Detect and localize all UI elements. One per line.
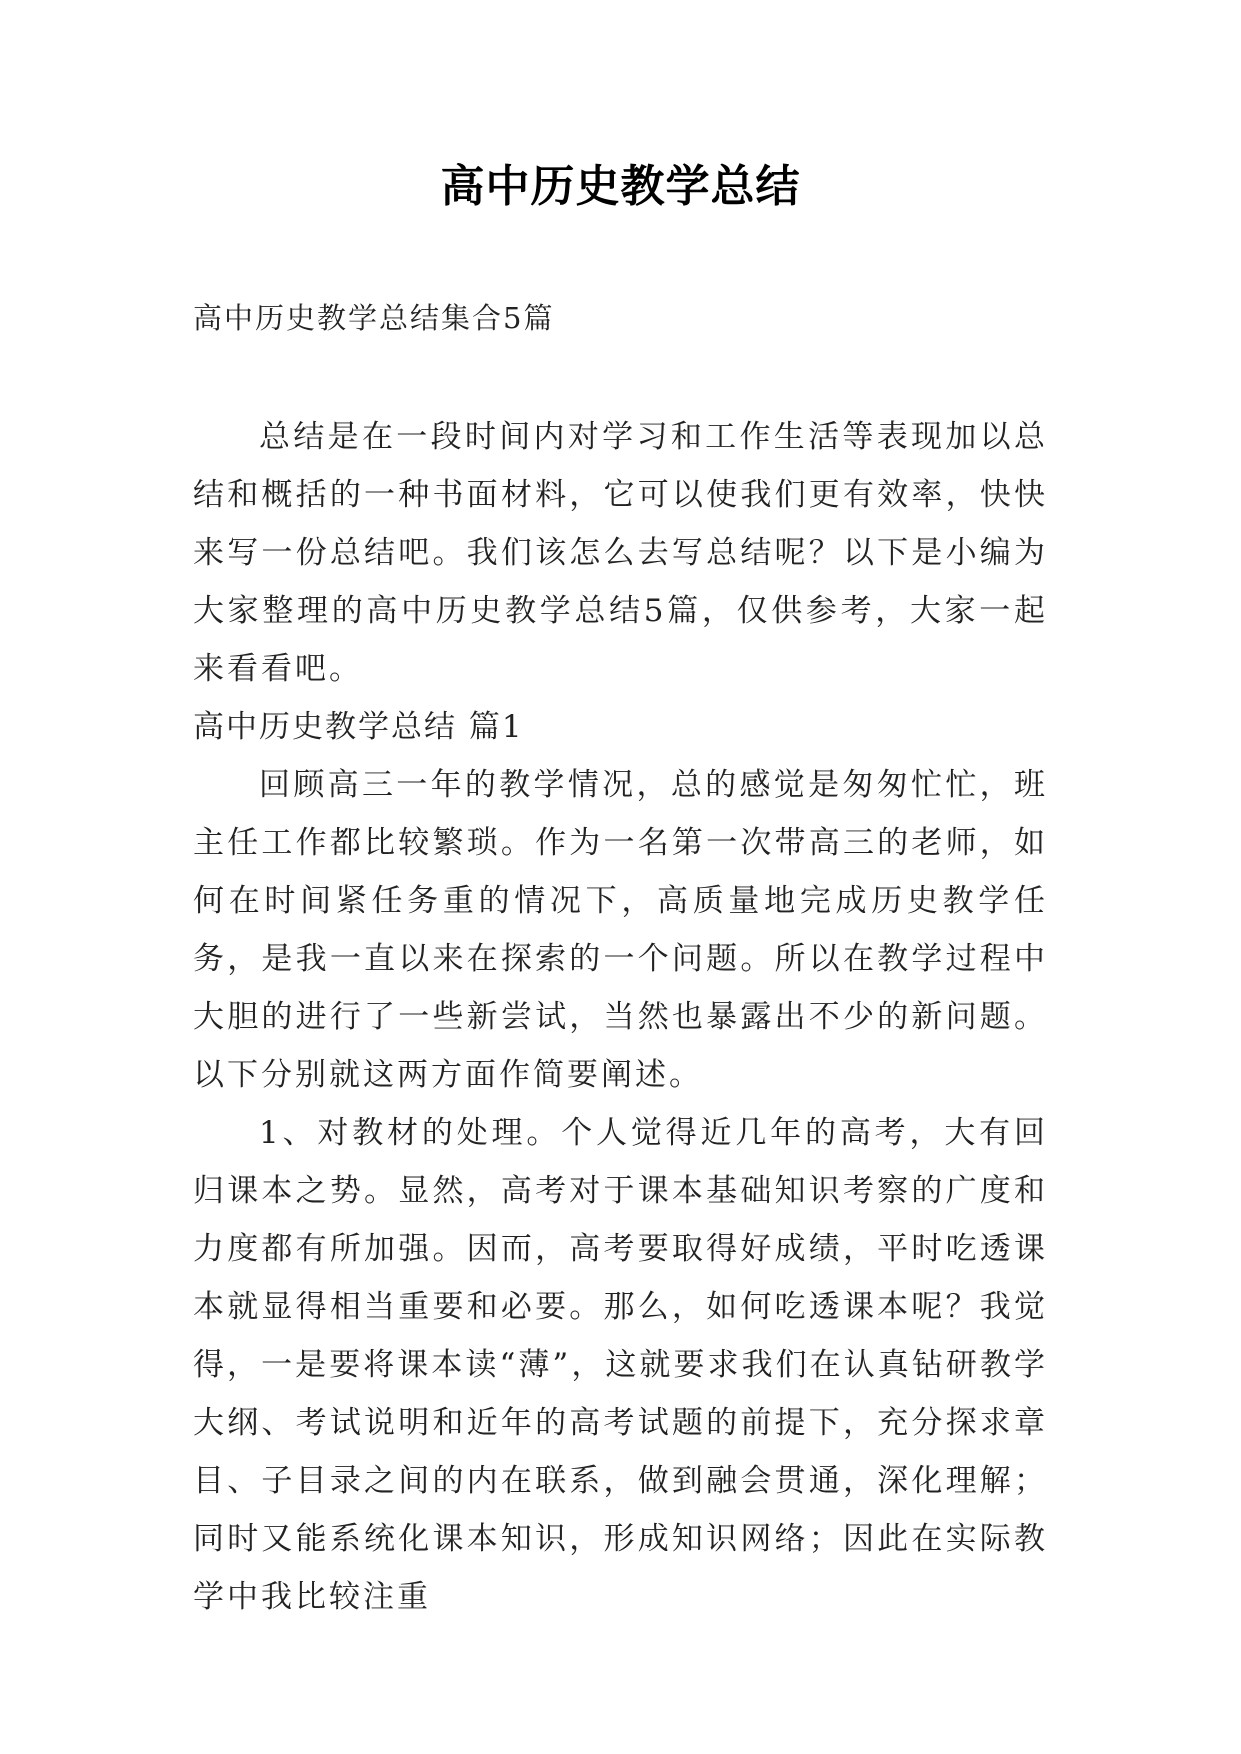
document-body	[193, 408, 1048, 1626]
section-heading: 高中历史教学总结 篇1	[193, 709, 524, 745]
body-paragraph: 1、对教材的处理。个人觉得近几年的高考，大有回归课本之势。显然，高考对于课本基础知识考察的广度和力度都有所加强。因而，高考要取得好成绩，平时吃透课本就显得相当重要和必要。那么，如何吃透课本呢？我觉得，一是要将课本读“薄”，这就要求我们在认真钻研教学大纲、考试说明和近年的高考试题的前提下，充分探求章目、子目录之间的内在联系，做到融会贯通，深化理解；同时又能系统化课本知识，形成知识网络；因此在实际教学中我比较注重	[193, 1115, 1048, 1615]
body-paragraph: 回顾高三一年的教学情况，总的感觉是匆匆忙忙，班主任工作都比较繁琐。作为一名第一次带高三的老师，如何在时间紧任务重的情况下，高质量地完成历史教学任务，是我一直以来在探索的一个问题。所以在教学过程中大胆的进行了一些新尝试，当然也暴露出不少的新问题。以下分别就这两方面作简要阐述。	[193, 767, 1048, 1093]
document-title: 高中历史教学总结	[440, 161, 801, 212]
intro-paragraph: 总结是在一段时间内对学习和工作生活等表现加以总结和概括的一种书面材料，它可以使我们更有效率，快快来写一份总结吧。我们该怎么去写总结呢？以下是小编为大家整理的高中历史教学总结5篇，仅供参考，大家一起来看看吧。	[193, 419, 1048, 687]
document-subtitle: 高中历史教学总结集合5篇	[193, 301, 555, 335]
